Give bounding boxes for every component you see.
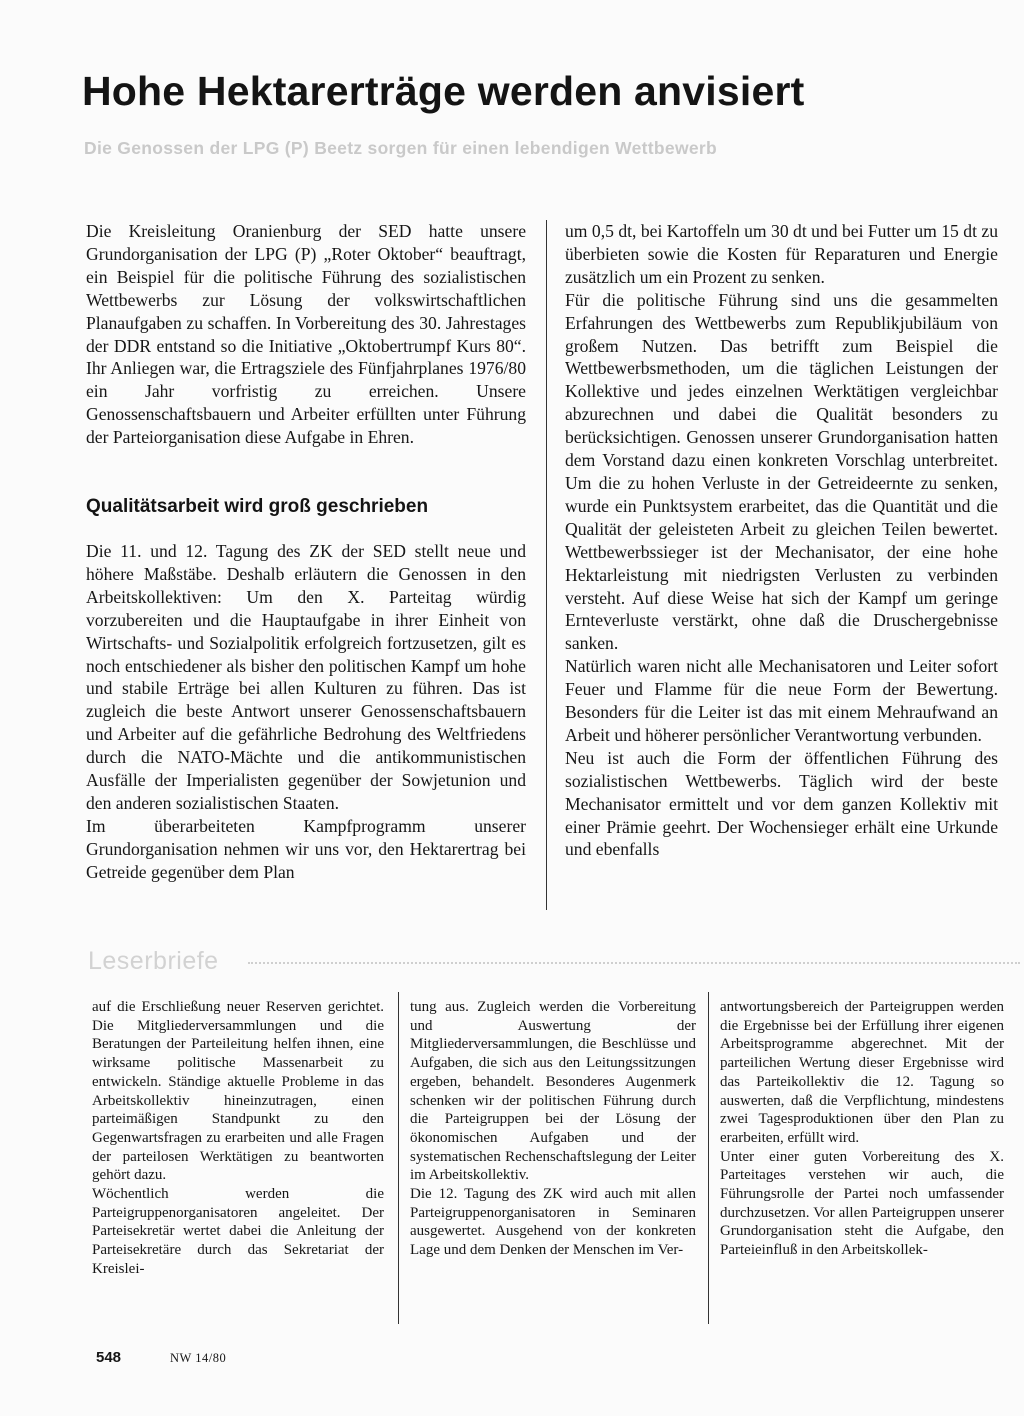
column-divider [546, 220, 547, 910]
article-subheadline: Die Genossen der LPG (P) Beetz sorgen für einen lebendigen Wettbewerb [84, 138, 717, 158]
issue-label: NW 14/80 [170, 1351, 227, 1365]
column-2 [565, 220, 998, 861]
paragraph: Wöchentlich werden die Parteigruppenorganisatoren angeleitet. Der Parteisekretär wertet dabei die Anleitung der Parteisekretäre durch das Sekretariat der Kreislei- [92, 1186, 384, 1277]
paragraph: Die 11. und 12. Tagung des ZK der SED stellt neue und höhere Maßstäbe. Deshalb erläutern die Genossen in den Arbeitskollektiven: Um den X. Parteitag würdig vorzubereiten und die Hauptaufgabe in ihrer Einheit von Wirtschafts- und Sozialpolitik erfolgreich fortzusetzen, gilt es noch entschiedener als bisher den politischen Kampf um hohe und stabile Erträge bei allen Kulturen zu führen. Das ist zugleich die beste Antwort unserer Genossenschaftsbauern und Arbeiter auf die gefährliche Bedrohung des Weltfriedens durch die NATO-Mächte und die antikommunistischen Ausfälle der Imperialisten gegenüber der Sowjetunion und den anderen sozialistischen Staaten. [86, 541, 526, 813]
column-1-intro [86, 220, 526, 449]
column-divider [708, 992, 709, 1324]
paragraph: Neu ist auch die Form der öffentlichen Führung des sozialistischen Wettbewerbs. Täglich wird der beste Mechanisator ermittelt und vor dem ganzen Kollektiv mit einer Prämie geehrt. Der Wochensieger erhält eine Urkunde und ebenfalls [565, 747, 998, 860]
bottom-column-3 [720, 998, 1004, 1260]
paragraph: tung aus. Zugleich werden die Vorbereitung und Auswertung der Mitgliederversammlungen, die Beschlüsse und Aufgaben, die sich aus den Leitungssitzungen ergeben, behandelt. Besonderes Augenmerk schenken wir der politischen Führung durch die Parteigruppen bei der Lösung der ökonomischen Aufgaben und der systematischen Rechenschaftslegung der Leiter im Arbeitskollektiv. [410, 999, 696, 1184]
bottom-column-2 [410, 998, 696, 1260]
section-heading: Qualitätsarbeit wird groß geschrieben [86, 496, 429, 517]
page-number: 548 [96, 1349, 122, 1366]
paragraph: um 0,5 dt, bei Kartoffeln um 30 dt und bei Futter um 15 dt zu überbieten sowie die Kosten für Reparaturen und Energie zusätzlich um ein Prozent zu senken. [565, 221, 998, 287]
paragraph: Die 12. Tagung des ZK wird auch mit allen Parteigruppenorganisatoren in Seminaren ausgewertet. Ausgehend von der konkreten Lage und dem Denken der Menschen im Ver- [410, 1186, 696, 1259]
article-headline: Hohe Hektarerträge werden anvisiert [82, 68, 805, 114]
paragraph: auf die Erschließung neuer Reserven gerichtet. Die Mitgliederversammlungen und die Beratungen der Parteileitung helfen ihnen, eine wirksame politische Massenarbeit zu entwickeln. Ständige aktuelle Probleme in das Arbeitskollektiv hineinzutragen, einen parteimäßigen Standpunkt zu den Gegenwartsfragen zu erarbeiten und alle Fragen der parteilosen Werktätigen zu beantworten gehört dazu. [92, 999, 384, 1184]
paragraph: Die Kreisleitung Oranienburg der SED hatte unsere Grundorganisation der LPG (P) „Roter Oktober“ beauftragt, ein Beispiel für die politische Führung des sozialistischen Wettbewerbs zur Lösung der volkswirtschaftlichen Planaufgaben zu schaffen. In Vorbereitung des 30. Jahrestages der DDR entstand so die Initiative „Oktobertrumpf Kurs 80“. Ihr Anliegen war, die Ertragsziele des Fünfjahrplanes 1976/80 ein Jahr vorfristig zu erreichen. Unsere Genossenschaftsbauern und Arbeiter erfüllten unter Führung der Parteiorganisation diese Aufgabe in Ehren. [86, 221, 526, 448]
paragraph: Im überarbeiteten Kampfprogramm unserer Grundorganisation nehmen wir uns vor, den Hektarertrag bei Getreide gegenüber dem Plan [86, 815, 526, 882]
paragraph: Natürlich waren nicht alle Mechanisatoren und Leiter sofort Feuer und Flamme für die neue Form der Bewertung. Besonders für die Leiter ist das mit einem Mehraufwand an Arbeit und höherer persönlicher Verantwortung verbunden. [565, 656, 998, 745]
paragraph: Für die politische Führung sind uns die gesammelten Erfahrungen des Wettbewerbs zum Republikjubiläum von großem Nutzen. Das betrifft zum Beispiel die Wettbewerbsmethoden, um die täglichen Leistungen der Kollektive und jedes einzelnen Werktätigen vergleichbar abzurechnen und dabei die Qualität besonders zu berücksichtigen. Genossen unserer Grundorganisation hatten dem Vorstand dazu einen konkreten Vorschlag unterbreitet. Um die zu hohen Verluste in der Getreideernte zu senken, wurde ein Punktsystem erarbeitet, das die Quantität und die Qualität der geleisteten Arbeit zu gleichen Teilen bewertet. Wettbewerbssieger ist der Mechanisator, der eine hohe Hektarleistung mit niedrigsten Verlusten zu verbinden versteht. Auf diese Weise hat sich der Kampf um geringe Ernteverluste verstärkt, ohne daß die Druschergebnisse sanken. [565, 289, 998, 654]
rubric-label: Leserbriefe [88, 947, 219, 975]
column-1-section [86, 540, 526, 884]
paragraph: Unter einer guten Vorbereitung des X. Parteitages verstehen wir auch, die Führungsrolle der Partei noch umfassender durchzusetzen. Vor allen Parteigruppen unserer Grundorganisation steht die Aufgabe, den Parteieinfluß in den Arbeitskollek- [720, 1148, 1004, 1259]
column-divider [398, 992, 399, 1324]
paragraph: antwortungsbereich der Parteigruppen werden die Ergebnisse bei der Erfüllung ihrer eigenen Arbeitsprogramme abgerechnet. Mit der parteilichen Wertung dieser Ergebnisse wird das Parteikollektiv die 12. Tagung so auswerten, daß die Verpflichtung, mindestens zwei Tagesproduktionen über den Plan zu erarbeiten, erfüllt wird. [720, 999, 1004, 1146]
rubric-divider [248, 962, 1020, 964]
bottom-column-1 [92, 998, 384, 1279]
